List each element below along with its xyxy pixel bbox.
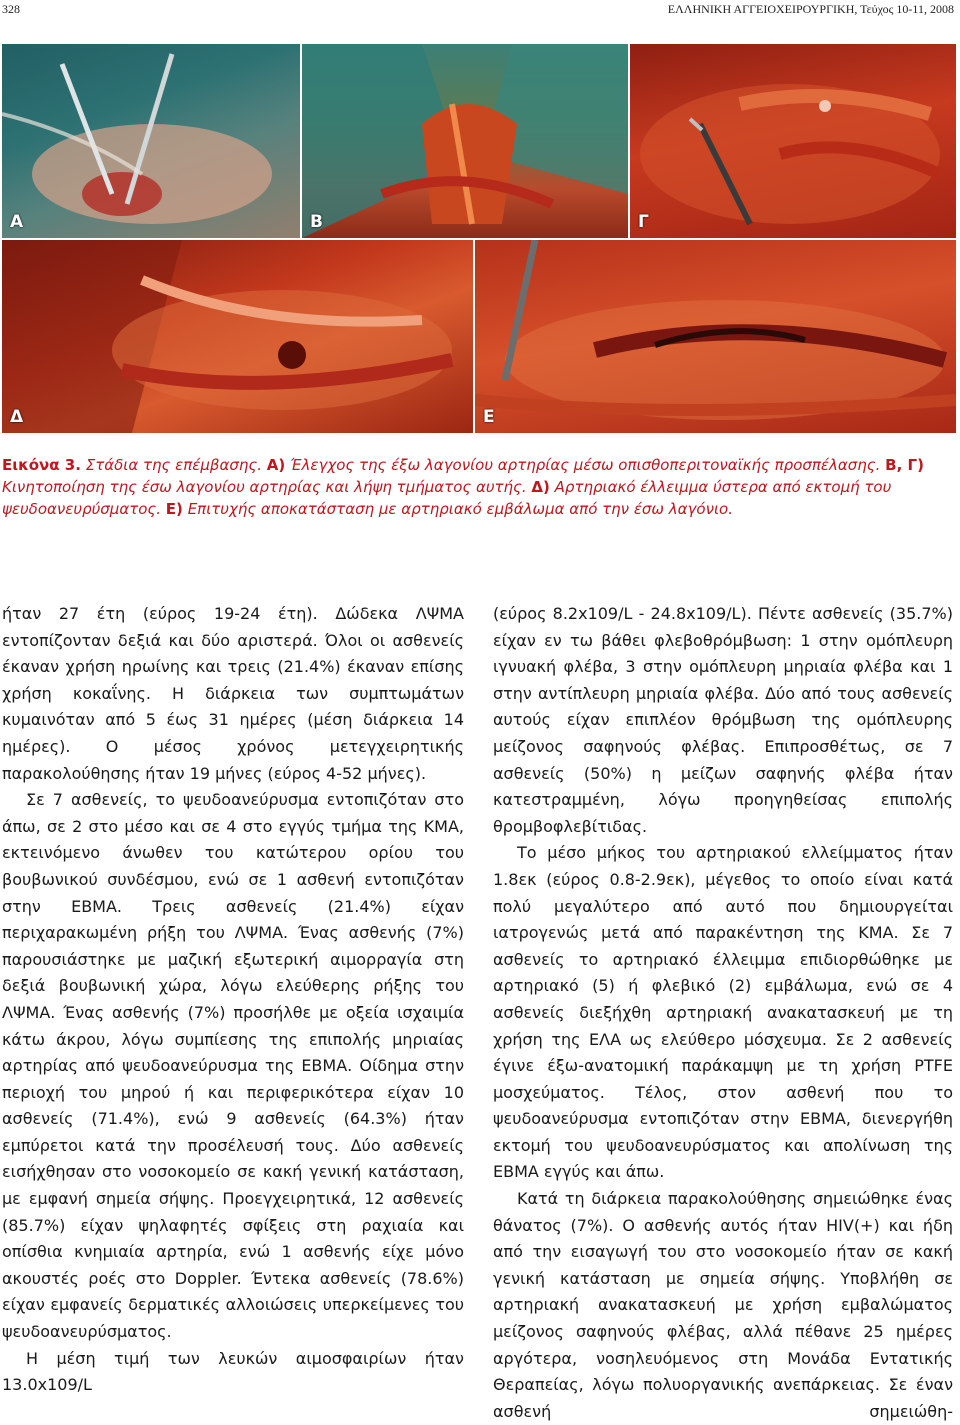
right-column xyxy=(493,601,953,1425)
surgical-photo-e xyxy=(475,240,956,433)
caption-text-d: Αρτηριακό έλλειμμα ύστερα από εκτομή του ψευδοανευρύσματος. xyxy=(2,478,892,518)
paragraph: Σε 7 ασθενείς, το ψευδοανεύρυσμα εντοπιζόταν στο άπω, σε 2 στο μέσο και σε 4 στο εγγύς τμήμα της ΚΜΑ, εκτεινόμενο άνωθεν του κατώτερου ορίου του βουβωνικού συνδέσμου, ενώ σε 1 ασθενή εντοπιζόταν στην ΕΒΜΑ. Τρεις ασθενείς (21.4%) είχαν περιχαρακωμένη ρήξη του ΛΨΜΑ. Ένας ασθενής (7%) παρουσιάστηκε με μαζική εξωτερική αιμορραγία στη δεξιά βουβωνική χώρα, λόγω ελεύθερης ρήξης του ΛΨΜΑ. Ένας ασθενής (7%) προσήλθε με οξεία ισχαιμία κάτω άκρου, λόγω συμπίεσης της επιπολής μηριαίας αρτηρίας από ψευδοανεύρυσμα της ΕΒΜΑ. Οίδημα στην περιοχή του μηρού ή και περιφερικότερα είχαν 10 ασθενείς (71.4%), ενώ 9 ασθενείς (64.3%) ήταν εμπύρετοι κατά την προσέλευσή τους. Δύο ασθενείς εισήχθησαν στο νοσοκομείο σε κακή γενική κατάσταση, με εμφανή σημεία σήψης. Προεγχειρητικά, 12 ασθενείς (85.7%) είχαν ψηλαφητές σφίξεις στη ραχιαία και οπίσθια κνημιαία αρτηρία, ενώ 1 ασθενής είχε μόνο ακουστές ροές στο Doppler. Έντεκα ασθενείς (78.6%) είχαν εμφανείς δερματικές αλλοιώσεις υπερκείμενες του ψευδοανευρύσματος. xyxy=(2,790,464,1342)
paragraph: Το μέσο μήκος του αρτηριακού ελλείμματος ήταν 1.8εκ (εύρος 0.8-2.9εκ), μέγεθος το οποίο είναι κατά πολύ μεγαλύτερο από αυτό που δημιουργείται ιατρογενώς μετά από παρακέντηση της ΚΜΑ. Σε 7 ασθενείς το αρτηριακό έλλειμμα επιδιορθώθηκε με αρτηριακό (5) ή φλεβικό (2) εμβάλωμα, ενώ σε 4 ασθενείς διεξήχθη αρτηριακή ανακατασκευή με τη χρήση της ΕΛΑ ως ελεύθερο μόσχευμα. Σε 2 ασθενείς έγινε έξω-ανατομική παράκαμψη με τη χρήση PTFE μοσχεύματος. Τέλος, στον ασθενή που το ψευδοανεύρυσμα εντοπιζόταν στην ΕΒΜΑ, διενεργήθη εκτομή του ψευδοανευρύσματος και απολίνωση της ΕΒΜΑ εγγύς και άπω. xyxy=(493,843,953,1182)
panel-letter: Δ xyxy=(10,407,24,427)
caption-text-a: Έλεγχος της έξω λαγονίου αρτηρίας μέσω οπισθοπεριτοναϊκής προσπέλασης. xyxy=(290,456,881,474)
figure-panel-c xyxy=(630,44,956,238)
caption-label-a: Α) xyxy=(266,456,286,474)
running-header xyxy=(0,0,960,22)
caption-text-bg: Κινητοποίηση της έσω λαγονίου αρτηρίας και λήψη τμήματος αυτής. xyxy=(2,478,527,496)
surgical-photo-d xyxy=(2,240,473,433)
paragraph: Η μέση τιμή των λευκών αιμοσφαιρίων ήταν 13.0x109/L xyxy=(2,1348,464,1395)
page-number: 328 xyxy=(2,2,20,16)
caption-intro: Στάδια της επέμβασης. xyxy=(85,456,262,474)
figure-panel-b xyxy=(302,44,628,238)
caption-label-d: Δ) xyxy=(531,478,550,496)
panel-letter: Γ xyxy=(638,212,649,232)
surgical-photo-a xyxy=(2,44,300,238)
figure-caption xyxy=(2,454,954,520)
paragraph: ήταν 27 έτη (εύρος 19-24 έτη). Δώδεκα ΛΨΜΑ εντοπίζονταν δεξιά και δύο αριστερά. Όλοι οι ασθενείς έκαναν χρήση ηρωίνης και τρεις (21.4%) έκαναν επίσης χρήση κοκαΐνης. Η διάρκεια των συμπτωμάτων κυμαινόταν από 5 έως 31 ημέρες (μέση διάρκεια 14 ημέρες). Ο μέσος χρόνος μετεγχειρητικής παρακολούθησης ήταν 19 μήνες (εύρος 4-52 μήνες). xyxy=(2,604,464,783)
surgical-photo-b xyxy=(302,44,628,238)
surgical-photo-c xyxy=(630,44,956,238)
figure-panel-d xyxy=(2,240,473,433)
panel-letter: Β xyxy=(310,212,323,232)
paragraph: Κατά τη διάρκεια παρακολούθησης σημειώθηκε ένας θάνατος (7%). Ο ασθενής αυτός ήταν HIV(+) και ήδη από την εισαγωγή του στο νοσοκομείο ήταν σε κακή γενική κατάσταση με σημεία σήψης. Υποβλήθη σε αρτηριακή ανακατασκευή με χρήση εμβαλώματος μείζονος σαφηνούς φλέβας, αλλά πέθανε 25 ημέρες αργότερα, νοσηλευόμενος στη Μονάδα Εντατικής Θεραπείας, λόγω πολυοργανικής ανεπάρκειας. Σε έναν ασθενή σημειώθη- xyxy=(493,1189,953,1421)
panel-letter: Α xyxy=(10,212,24,232)
left-column xyxy=(2,601,464,1399)
journal-name: ΕΛΛΗΝΙΚΗ ΑΓΓΕΙΟΧΕΙΡΟΥΡΓΙΚΗ, Τεύχος 10-11, 2008 xyxy=(667,2,954,16)
panel-letter: Ε xyxy=(483,407,495,427)
caption-label-e: Ε) xyxy=(165,500,183,518)
paragraph: (εύρος 8.2x109/L - 24.8x109/L). Πέντε ασθενείς (35.7%) είχαν εν τω βάθει φλεβοθρόμβωση: 1 στην ομόπλευρη ιγνυακή φλέβα, 3 στην ομόπλευρη μηριαία φλέβα και 1 στην αντίπλευρη μηριαία φλέβα. Δύο από τους ασθενείς αυτούς είχαν επιπλέον θρόμβωση της ομόπλευρης μείζονος σαφηνούς φλέβας. Επιπροσθέτως, σε 7 ασθενείς (50%) η μείζων σαφηνής φλέβα ήταν κατεστραμμένη, λόγω προηγηθείσας επιπολής θρομβοφλεβίτιδας. xyxy=(493,604,953,836)
caption-title: Εικόνα 3. xyxy=(2,456,81,474)
figure-panel-e xyxy=(475,240,956,433)
figure-panel-a xyxy=(2,44,300,238)
caption-text-e: Επιτυχής αποκατάσταση με αρτηριακό εμβάλωμα από την έσω λαγόνιο. xyxy=(187,500,733,518)
caption-label-bg: Β, Γ) xyxy=(885,456,924,474)
